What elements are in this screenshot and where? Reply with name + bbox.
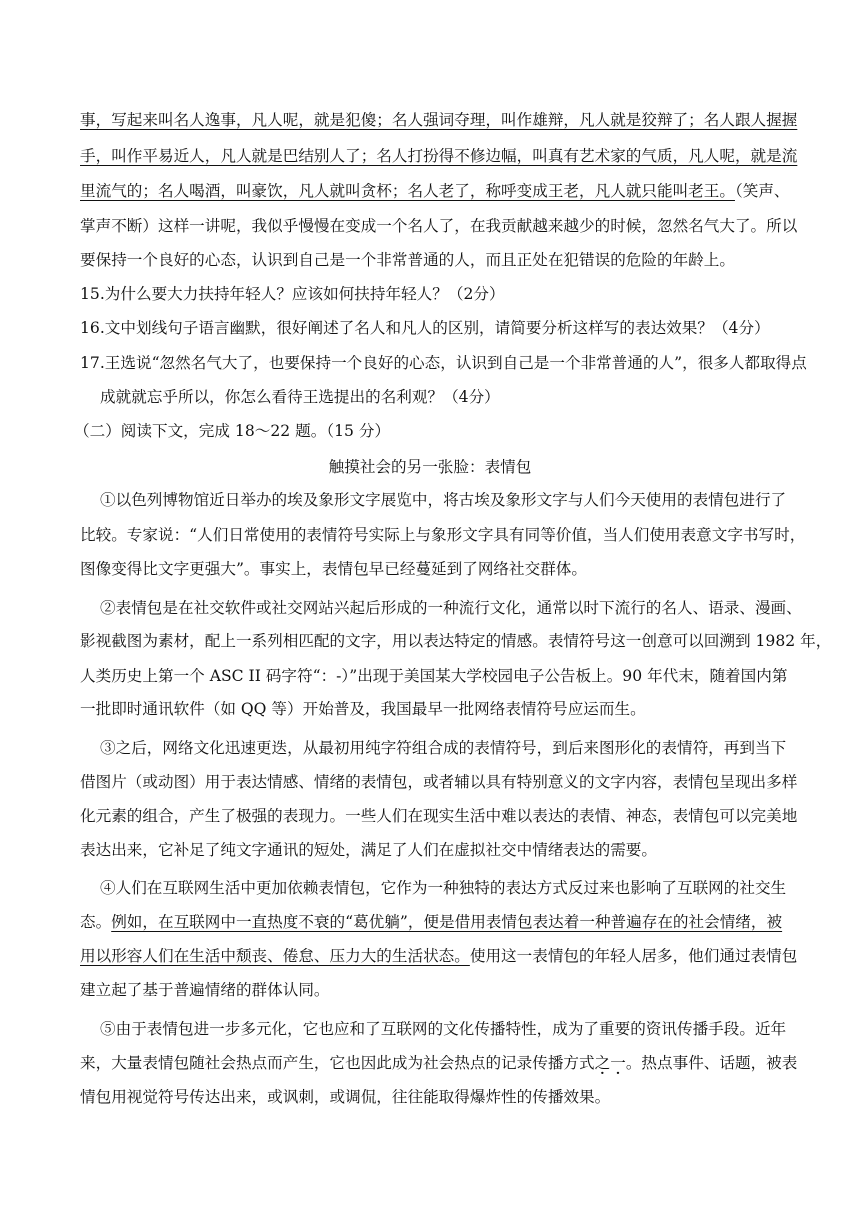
paragraph-text: 。热点事件、话题，被表 — [625, 1054, 798, 1072]
paragraph-line: ⑤由于表情包进一步多元化，它也应和了互联网的文化传播特性，成为了重要的资讯传播手段。近年 — [100, 1020, 787, 1038]
question-17: 17.王选说“忽然名气大了，也要保持一个良好的心态，认识到自己是一个非常普通的人”，很多人都取得点 — [80, 354, 807, 372]
paragraph-line: ①以色列博物馆近日举办的埃及象形文字展览中，将古埃及象形文字与人们今天使用的表情包进行了 — [100, 491, 787, 509]
paragraph-line: 情包用视觉符号传达出来，或讽刺，或调侃，往往能取得爆炸性的传播效果。 — [80, 1088, 611, 1106]
paragraph-text: 来，大量表情包随社会热点而产生，它也因此成为社会热点的记录传播方式 — [80, 1054, 595, 1072]
paragraph-line: 表达出来，它补足了纯文字通讯的短处，满足了人们在虚拟社交中情绪表达的需要。 — [80, 841, 657, 859]
underlined-sentence: 事，写起来叫名人逸事，凡人呢，就是犯傻；名人强词夺理，叫作雄辩，凡人就是狡辩了；名人跟人握握 — [80, 111, 798, 129]
underlined-sentence: 例如，在互联网中一直热度不衰的“葛优躺”，便是借用表情包表达着一种普遍存在的社会情绪，被 — [111, 913, 783, 931]
paragraph-line: 建立起了基于普遍情绪的群体认同。 — [80, 981, 330, 999]
paragraph-line — [80, 945, 797, 967]
emphasis-dot-char: 一 — [610, 1054, 626, 1072]
paragraph-line: 人类历史上第一个 ASC II 码字符“：-）”出现于美国某大学校园电子公告板上。90 年代末，随着国内第 — [80, 667, 788, 685]
paragraph-line: 图像变得比文字更强大”。事实上，表情包早已经蔓延到了网络社交群体。 — [80, 560, 587, 578]
paragraph-line: ④人们在互联网生活中更加依赖表情包，它作为一种独特的表达方式反过来也影响了互联网的社交生 — [100, 879, 787, 897]
underlined-sentence: 里流气的；名人喝酒，叫豪饮，凡人就叫贪杯；名人老了，称呼变成王老，凡人就只能叫老王。 — [80, 182, 735, 200]
passage-line: 要保持一个良好的心态，认识到自己是一个非常普通的人，而且正处在犯错误的危险的年龄上。 — [80, 251, 735, 269]
section-heading: （二）阅读下文，完成 18～22 题。（15 分） — [74, 422, 391, 440]
passage-line: 掌声不断）这样一讲呢，我似乎慢慢在变成一个名人了，在我贡献越来越少的时候，忽然名气大了。所以 — [80, 217, 798, 235]
paragraph-line: 一批即时通讯软件（如 QQ 等）开始普及，我国最早一批网络表情符号应运而生。 — [80, 700, 646, 718]
question-16: 16.文中划线句子语言幽默，很好阐述了名人和凡人的区别，请简要分析这样写的表达效果？（4分） — [80, 319, 770, 337]
paragraph-line: 化元素的组合，产生了极强的表现力。一些人们在现实生活中难以表达的表情、神态，表情包可以完美地 — [80, 807, 798, 825]
paragraph-line: 借图片（或动图）用于表达情感、情绪的表情包，或者辅以具有特别意义的文字内容，表情包呈现出多样 — [80, 773, 798, 791]
paragraph-line: 影视截图为素材，配上一系列相匹配的文字，用以表达特定的情感。表情符号这一创意可以回溯到 1982 年， — [80, 632, 832, 650]
passage-text: （笑声、 — [734, 182, 790, 200]
passage-line — [80, 180, 790, 202]
question-15: 15.为什么要大力扶持年轻人？应该如何扶持年轻人？（2分） — [80, 285, 505, 303]
question-17-continued: 成就就忘乎所以，你怎么看待王选提出的名利观？（4分） — [100, 388, 500, 406]
paragraph-line: ③之后，网络文化迅速更迭，从最初用纯字符组合成的表情符号，到后来图形化的表情符，再到当下 — [100, 739, 787, 757]
paragraph-text: 使用这一表情包的年轻人居多，他们通过表情包 — [469, 947, 798, 965]
paragraph-line: 比较。专家说：“人们日常使用的表情符号实际上与象形文字具有同等价值，当人们使用表意文字书写时， — [80, 526, 806, 544]
paragraph-line — [80, 911, 782, 933]
paragraph-line: ②表情包是在社交软件或社交网站兴起后形成的一种流行文化，通常以时下流行的名人、语录、漫画、 — [100, 599, 802, 617]
emphasis-dot-char: 之 — [594, 1054, 611, 1072]
article-title: 触摸社会的另一张脸：表情包 — [328, 458, 532, 476]
paragraph-text: 态。 — [80, 913, 112, 931]
underlined-sentence: 手，叫作平易近人，凡人就是巴结别人了；名人打扮得不修边幅，叫真有艺术家的气质，凡人呢，就是流 — [80, 147, 798, 165]
underlined-sentence: 用以形容人们在生活中颓丧、倦怠、压力大的生活状态。 — [80, 947, 470, 965]
paragraph-line — [80, 1052, 797, 1074]
